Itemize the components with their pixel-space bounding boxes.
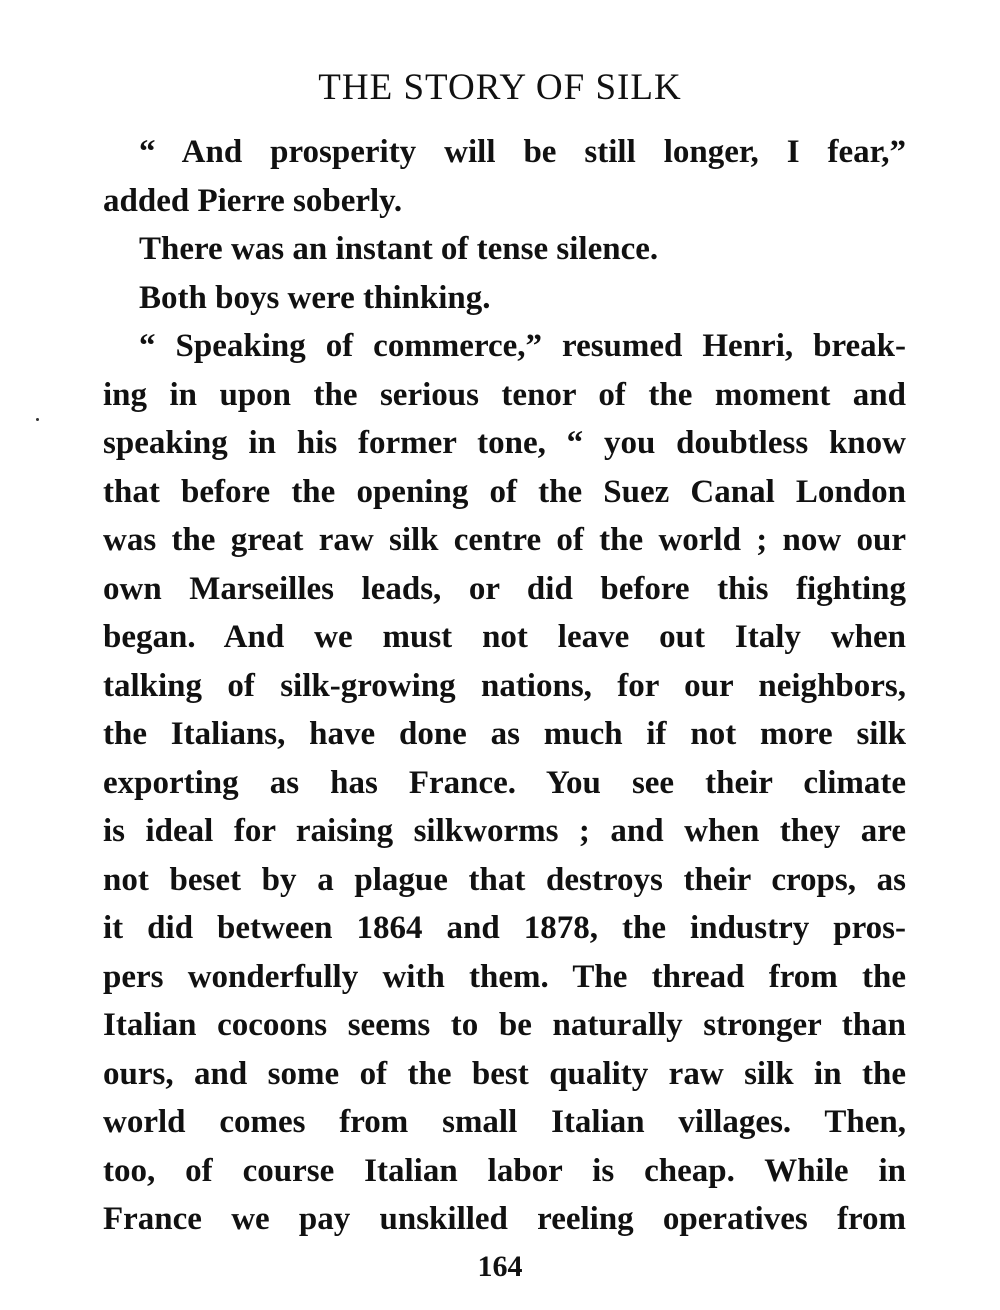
text-line: There was an instant of tense silence.	[139, 231, 659, 267]
running-head: THE STORY OF SILK	[318, 67, 682, 108]
text-line: too, of course Italian labor is cheap. While in	[103, 1152, 906, 1189]
text-line: added Pierre soberly.	[103, 182, 403, 219]
text-line: pers wonderfully with them. The thread from the	[103, 958, 906, 995]
text-line: ours, and some of the best quality raw silk in the	[103, 1055, 906, 1092]
text-line: ing in upon the serious tenor of the moment and	[103, 376, 906, 413]
text-line: “ Speaking of commerce,” resumed Henri, break-	[139, 328, 906, 364]
print-speck	[36, 418, 39, 421]
text-line: Italian cocoons seems to be naturally stronger than	[103, 1007, 906, 1043]
text-line: talking of silk-growing nations, for our neighbors,	[103, 667, 906, 704]
text-line: not beset by a plague that destroys their crops, as	[103, 861, 906, 898]
text-line: speaking in his former tone, “ you doubtless know	[103, 425, 906, 461]
text-line: own Marseilles leads, or did before this fighting	[103, 570, 906, 607]
text-line: began. And we must not leave out Italy when	[103, 619, 906, 655]
text-line: is ideal for raising silkworms ; and when they are	[103, 813, 906, 849]
text-line: was the great raw silk centre of the world ; now our	[103, 522, 906, 558]
text-line: France we pay unskilled reeling operatives from	[103, 1201, 906, 1237]
text-line: exporting as has France. You see their climate	[103, 764, 906, 801]
text-line: the Italians, have done as much if not more silk	[103, 716, 906, 752]
text-line: “ And prosperity will be still longer, I fear,”	[139, 134, 906, 170]
text-line: it did between 1864 and 1878, the industry pros-	[103, 910, 906, 946]
text-line: that before the opening of the Suez Canal London	[103, 473, 906, 510]
page-number: 164	[477, 1250, 523, 1283]
body-text	[103, 128, 906, 1244]
text-line: world comes from small Italian villages. Then,	[103, 1104, 906, 1140]
text-line: Both boys were thinking.	[139, 279, 491, 316]
